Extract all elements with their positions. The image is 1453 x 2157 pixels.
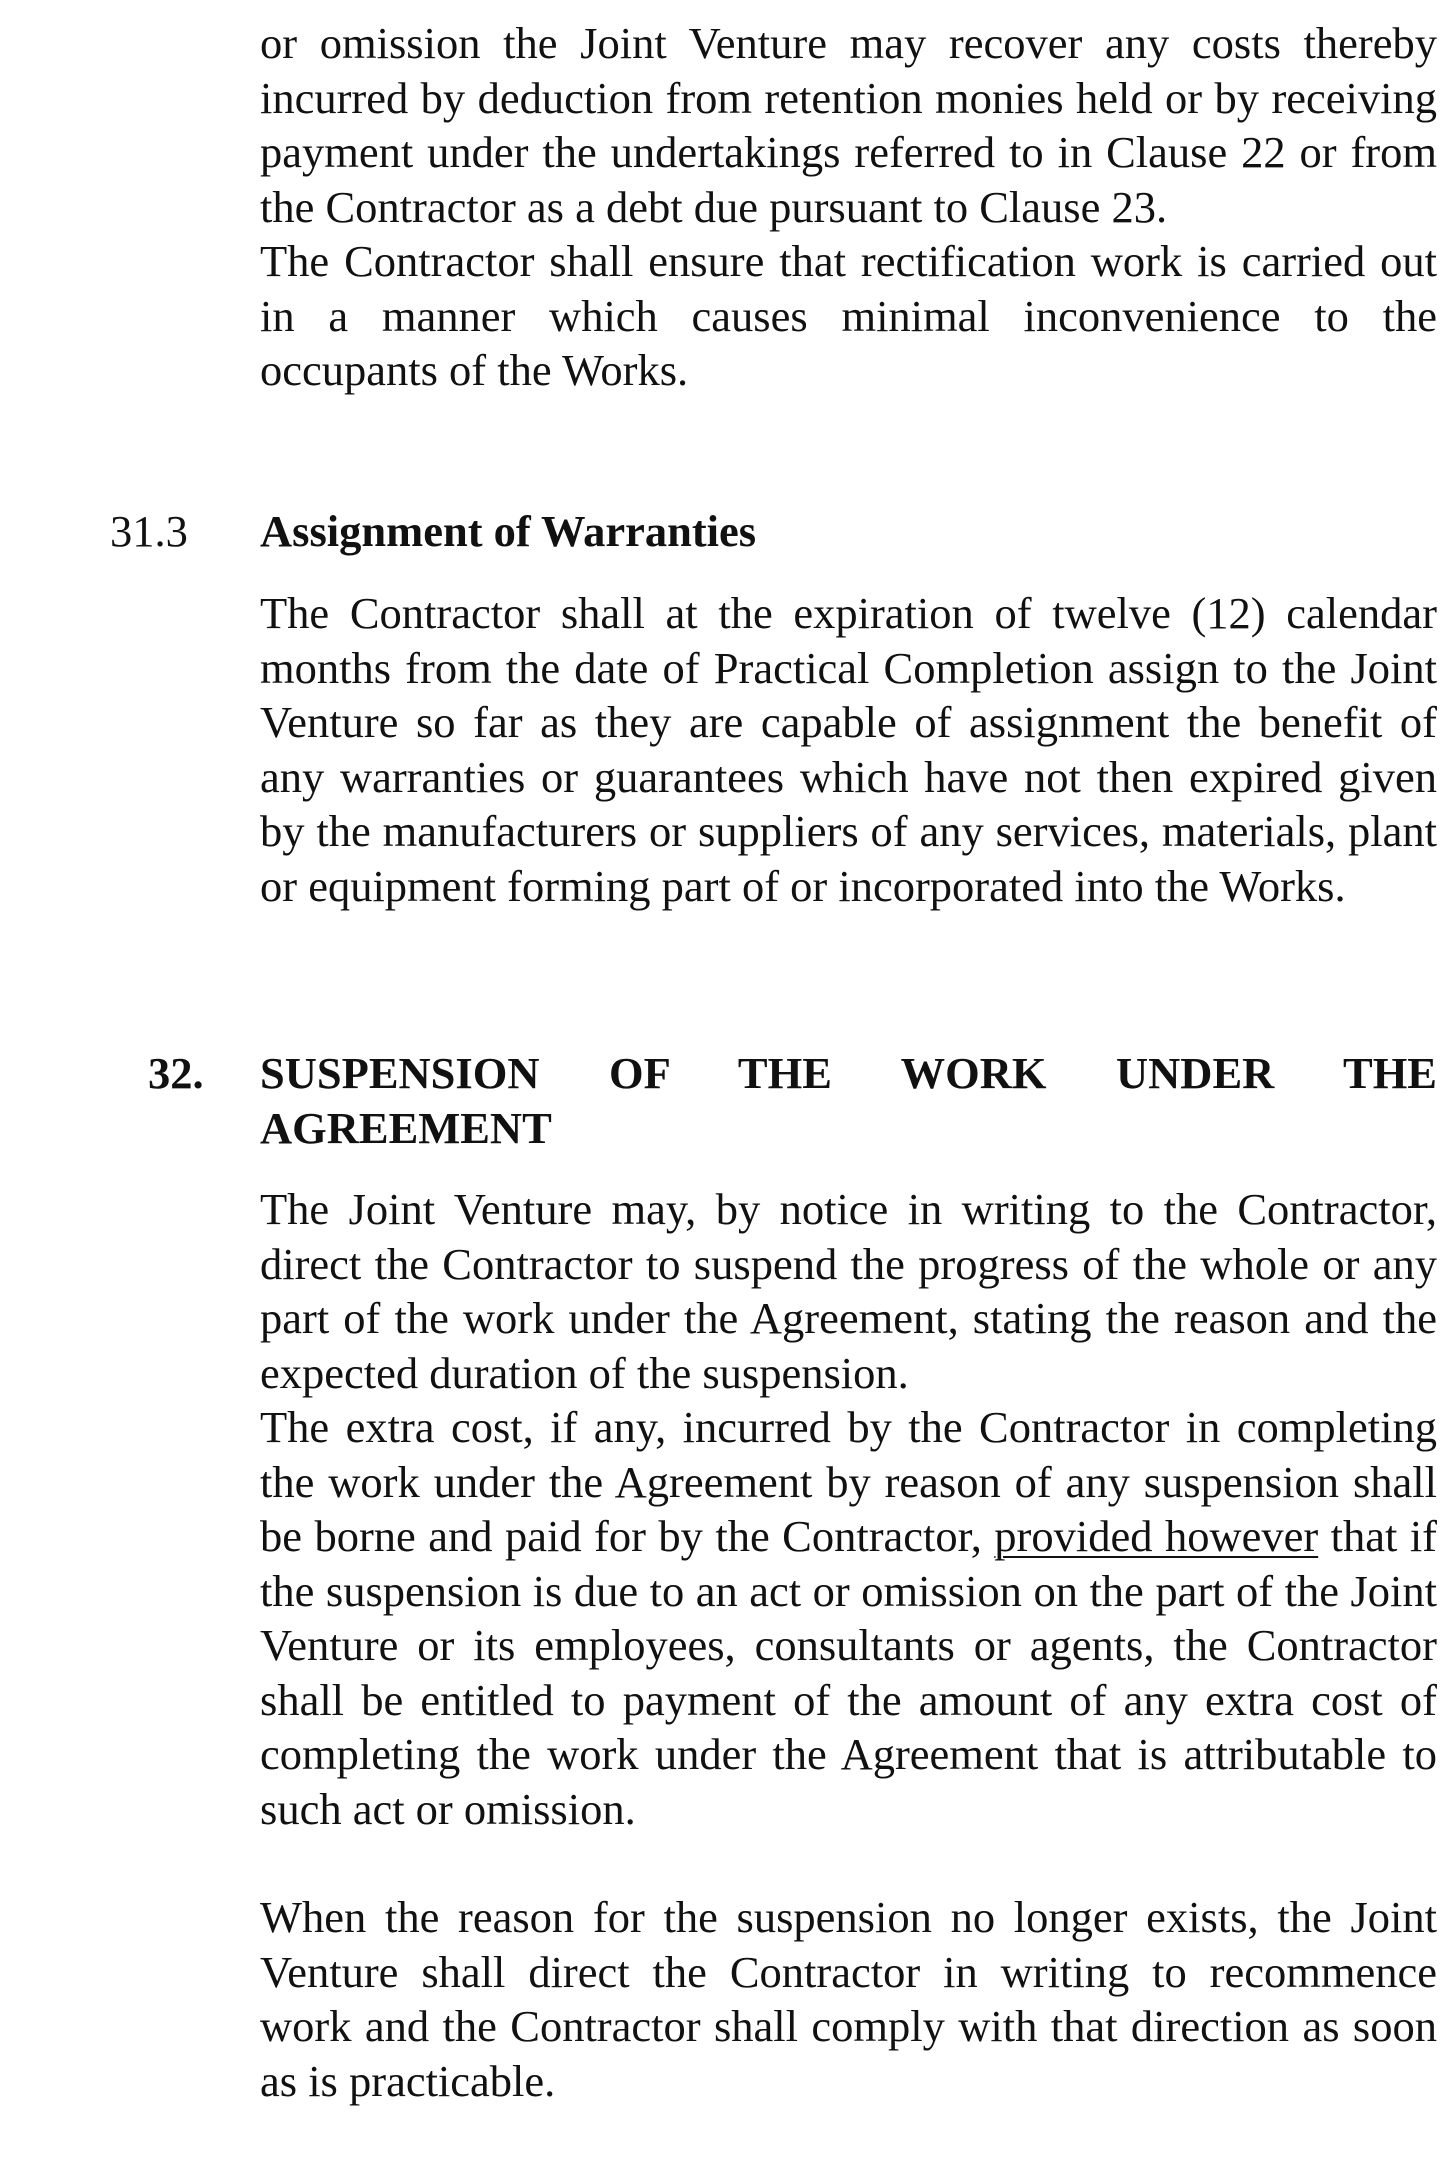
extra-cost-text-end: that if the suspension is due to an act or omission on the part of the Joint Venture or its employees, consultants or agents, the Contractor shall be entitled to payment of the amount of any extra cost of completing the work under the Agreement that is attributable to such act or omission. — [260, 1511, 1437, 1834]
paragraph-assignment-of-warranties: The Contractor shall at the expiration of twelve (12) calendar months from the date of Practical Completion assign to the Joint Venture so far as they are capable of assignment the benefit of any warranties or guarantees which have not then expired given by the manufacturers or suppliers of any services, materials, plant or equipment forming part of or incorporated into the Works. — [260, 588, 1437, 911]
clause-heading-suspension-line1: SUSPENSION OF THE WORK UNDER THE — [260, 1048, 1437, 1098]
extra-cost-text-start: The extra cost, if any, incurred by the Contractor in completing the work under the Agreement by reason of any suspension shall be borne and paid for by the Contractor, — [260, 1402, 1437, 1561]
paragraph-recommence-work: When the reason for the suspension no longer exists, the Joint Venture shall direct the Contractor in writing to recommence work and the Contractor shall comply with that direction as soon as is practicable. — [260, 1892, 1437, 2106]
clause-heading-suspension-line2: AGREEMENT — [260, 1103, 552, 1153]
clause-number-32: 32. — [148, 1048, 204, 1098]
provided-however-underlined: provided however — [994, 1511, 1319, 1561]
paragraph-rectification-work: The Contractor shall ensure that rectification work is carried out in a manner which causes minimal inconvenience to the occupants of the Works. — [260, 236, 1437, 395]
paragraph-suspension-extra-cost — [260, 1400, 1437, 1836]
clause-number-31-3: 31.3 — [110, 506, 188, 556]
clause-heading-assignment-of-warranties: Assignment of Warranties — [260, 506, 757, 556]
paragraph-suspension-notice: The Joint Venture may, by notice in writing to the Contractor, direct the Contractor to suspend the progress of the whole or any part of the work under the Agreement, stating the reason and the expected duration of the suspension. — [260, 1184, 1437, 1398]
paragraph-recover-costs: or omission the Joint Venture may recover any costs thereby incurred by deduction from retention monies held or by receiving payment under the undertakings referred to in Clause 22 or from the Contractor as a debt due pursuant to Clause 23. — [260, 18, 1437, 232]
